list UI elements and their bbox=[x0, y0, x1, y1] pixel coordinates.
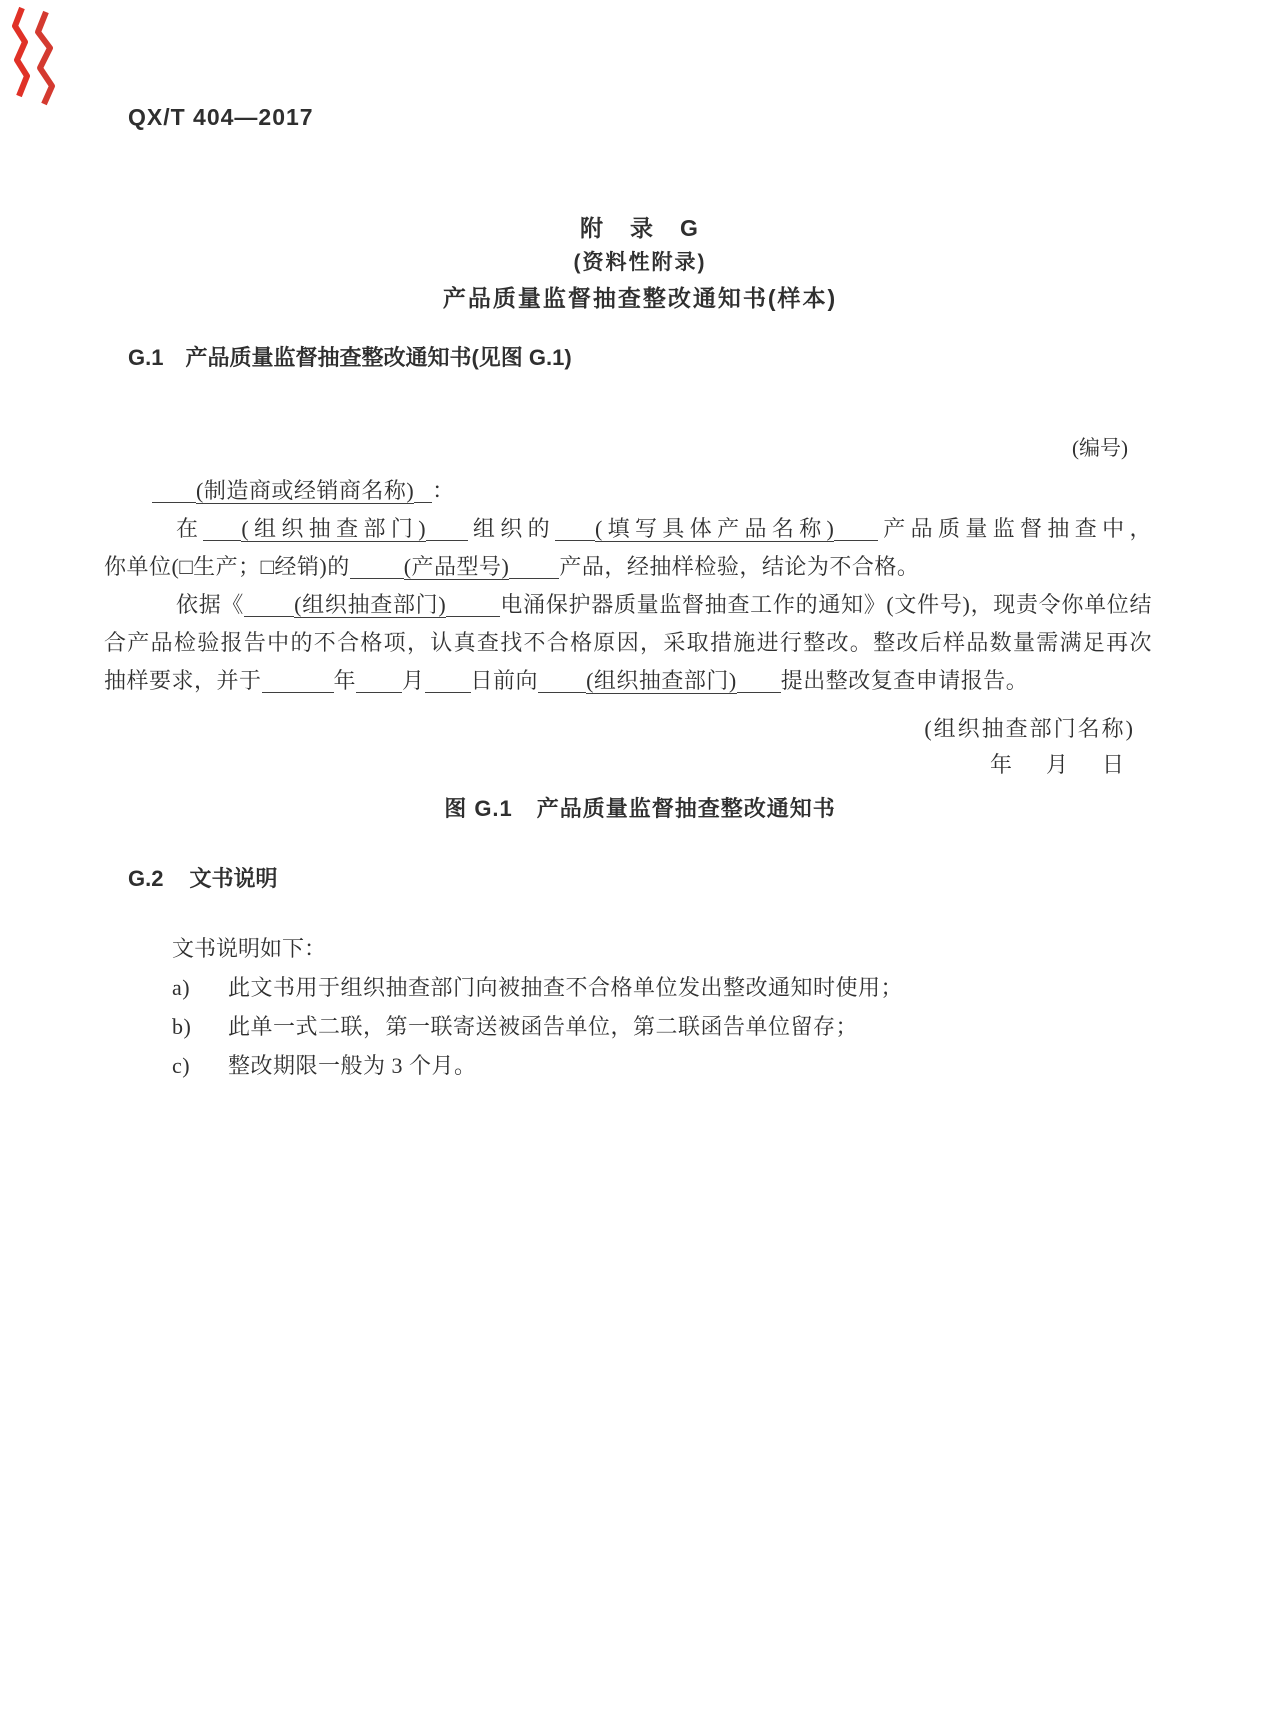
month-label: 月 bbox=[402, 668, 425, 693]
figure-caption bbox=[0, 792, 1280, 823]
figure-caption-number: 图 G.1 bbox=[444, 796, 513, 821]
line2-text: 组织的 bbox=[468, 516, 555, 541]
blank-line bbox=[737, 670, 781, 693]
addressee-underlined-label: (制造商或经销商名称) bbox=[196, 478, 415, 503]
section-g1-number: G.1 bbox=[128, 345, 164, 370]
g2-item bbox=[172, 1046, 1152, 1085]
section-g2-title: 文书说明 bbox=[189, 866, 278, 891]
form-line-2 bbox=[104, 510, 1152, 548]
section-g2-number: G.2 bbox=[128, 866, 164, 891]
line3-text: 产品，经抽样检验，结论为不合格。 bbox=[559, 554, 920, 579]
org-dept-underlined-label: (组织抽查部门) bbox=[586, 668, 737, 693]
g2-item-text: 此单一式二联，第一联寄送被函告单位，第二联函告单位留存； bbox=[228, 1014, 859, 1039]
blank-line bbox=[414, 480, 432, 503]
g2-item bbox=[172, 1007, 1152, 1046]
blank-line bbox=[426, 518, 468, 541]
org-dept-underlined-label: (组织抽查部门) bbox=[241, 516, 427, 541]
line6-text: 提出整改复查申请报告。 bbox=[780, 668, 1029, 693]
blank-line bbox=[425, 670, 471, 693]
org-dept-underlined-label: (组织抽查部门) bbox=[294, 592, 447, 617]
signature-date: 年 月 日 bbox=[989, 752, 1130, 777]
g2-intro: 文书说明如下： bbox=[172, 936, 327, 961]
line6-text: 抽样要求，并于 bbox=[104, 668, 262, 693]
signature-org: (组织抽查部门名称) bbox=[924, 716, 1135, 741]
figure-caption-title: 产品质量监督抽查整改通知书 bbox=[536, 796, 836, 821]
line4-text: 电涌保护器质量监督抽查工作的通知》(文件号)，现责令你单位结 bbox=[500, 592, 1153, 617]
addressee-colon: ： bbox=[432, 478, 455, 503]
notification-letter bbox=[104, 472, 1152, 700]
line2-text: 产品质量监督抽查中， bbox=[878, 516, 1152, 541]
form-line-5: 合产品检验报告中的不合格项，认真查找不合格原因，采取措施进行整改。整改后样品数量需满足再次 bbox=[104, 630, 1152, 655]
form-line-addressee bbox=[104, 472, 1152, 510]
form-line-4 bbox=[104, 586, 1152, 624]
section-g1-heading bbox=[128, 341, 572, 372]
g2-item-text: 此文书用于组织抽查部门向被抽查不合格单位发出整改通知时使用； bbox=[228, 975, 904, 1000]
line3-text: 你单位(□生产；□经销)的 bbox=[104, 554, 350, 579]
form-line-6 bbox=[104, 662, 1152, 700]
g2-item bbox=[172, 968, 1152, 1007]
g2-list bbox=[172, 968, 1152, 1085]
section-g2-heading bbox=[128, 862, 277, 893]
blank-line bbox=[834, 518, 878, 541]
blank-line bbox=[203, 518, 241, 541]
blank-line bbox=[509, 556, 559, 579]
form-number-label: (编号) bbox=[1072, 436, 1128, 460]
year-label: 年 bbox=[333, 668, 357, 693]
product-model-underlined-label: (产品型号) bbox=[403, 554, 510, 579]
blank-line bbox=[538, 670, 586, 693]
g2-item-text: 整改期限一般为 3 个月。 bbox=[228, 1053, 477, 1078]
product-name-underlined-label: (填写具体产品名称) bbox=[595, 516, 835, 541]
line4-text: 依据《 bbox=[176, 592, 245, 617]
blank-line bbox=[262, 670, 334, 693]
standard-code: QX/T 404—2017 bbox=[128, 104, 314, 130]
day-label: 日前向 bbox=[470, 668, 539, 693]
blank-line bbox=[244, 594, 294, 617]
blank-line bbox=[350, 556, 404, 579]
blank-line bbox=[356, 670, 402, 693]
g2-item-label: c) bbox=[172, 1053, 191, 1078]
blank-line bbox=[152, 480, 196, 503]
blank-line bbox=[555, 518, 595, 541]
blank-line bbox=[446, 594, 500, 617]
appendix-title: 产品质量监督抽查整改通知书(样本) bbox=[442, 285, 838, 311]
line2-text: 在 bbox=[176, 516, 204, 541]
form-line-3 bbox=[104, 548, 1152, 586]
red-scan-artifact bbox=[12, 6, 64, 106]
g2-item-label: b) bbox=[172, 1014, 192, 1039]
g2-item-label: a) bbox=[172, 975, 191, 1000]
section-g1-title: 产品质量监督抽查整改通知书(见图 G.1) bbox=[185, 345, 572, 370]
appendix-label: 附 录 G bbox=[580, 215, 700, 241]
appendix-note: (资料性附录) bbox=[573, 251, 707, 274]
